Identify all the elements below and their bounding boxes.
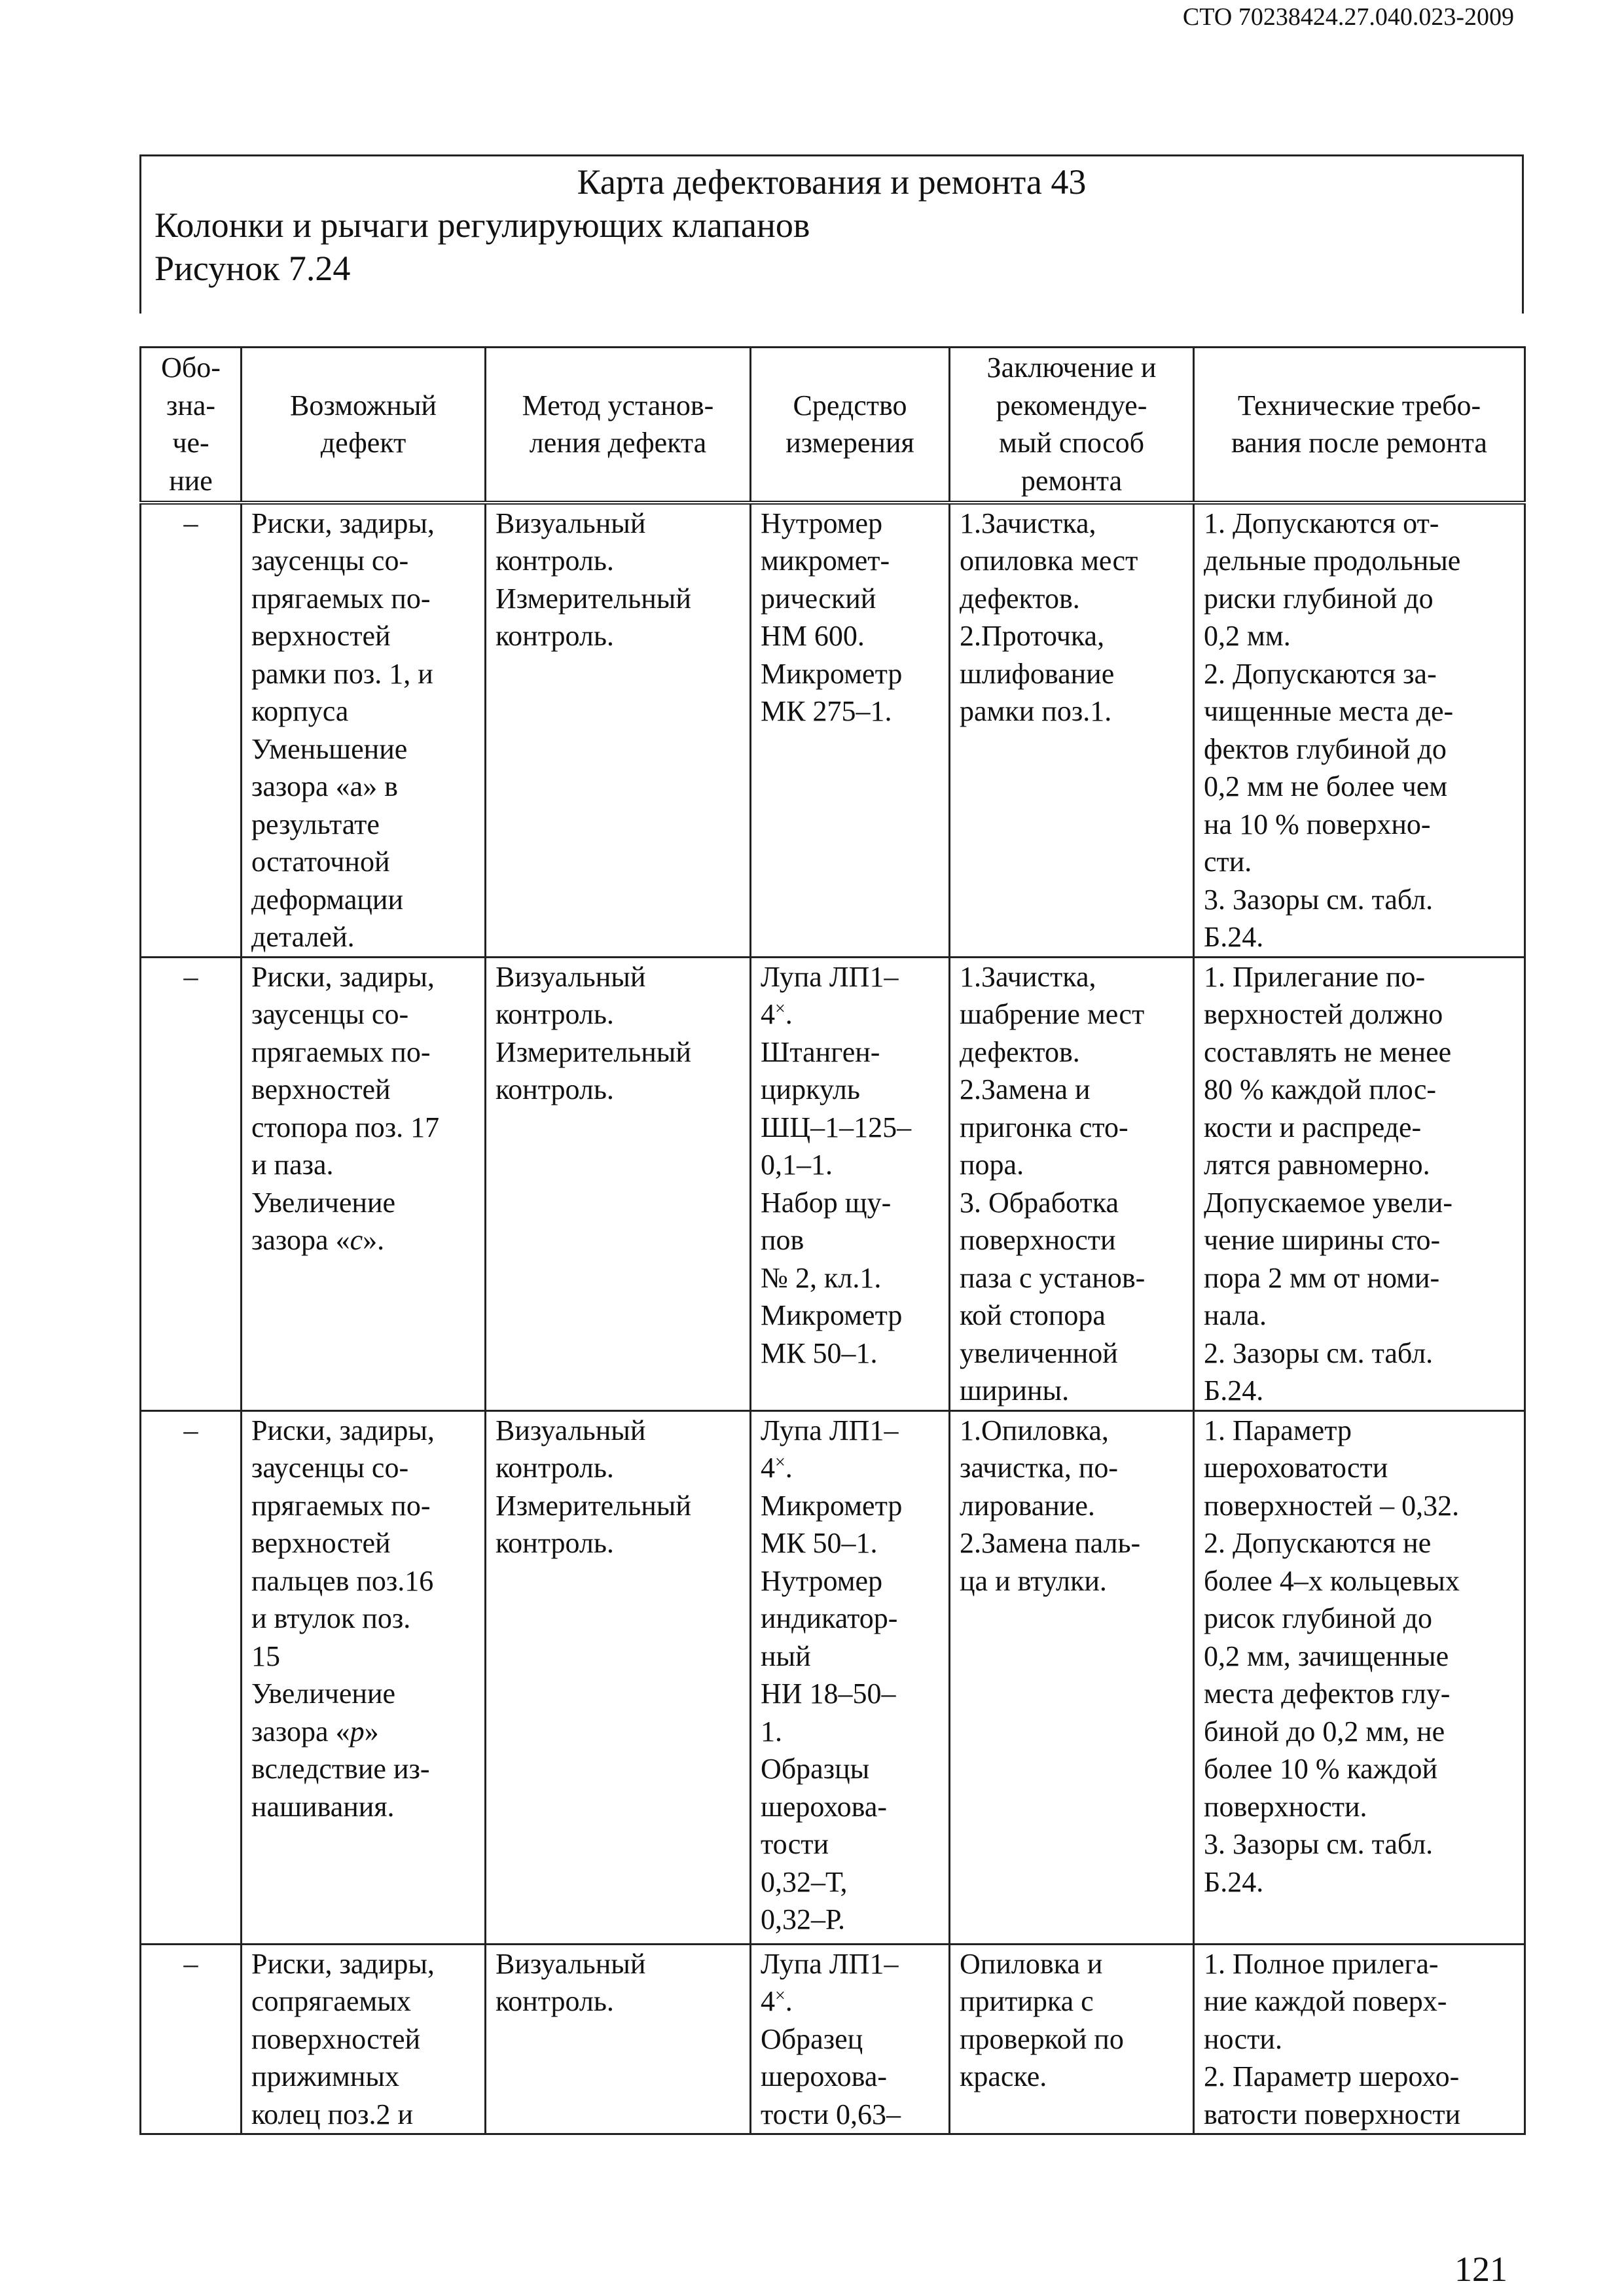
cell-designation: –: [141, 957, 242, 1410]
text-line: 0,2 мм, зачищенные: [1204, 1640, 1449, 1672]
text-line: 1. Параметр: [1204, 1414, 1352, 1446]
text-line: контроль.: [496, 998, 614, 1030]
text-line: Образец: [761, 2022, 863, 2055]
text-line: составлять не менее: [1204, 1035, 1452, 1068]
text-line: лятся равномерно.: [1204, 1149, 1430, 1181]
defect-gap-line: зазора «р»: [251, 1715, 379, 1748]
text-line: циркуль: [761, 1073, 860, 1105]
text-line: поверхности.: [1204, 1790, 1367, 1823]
text-line: НМ 600.: [761, 620, 865, 652]
cell-method: [486, 503, 751, 958]
text-line: рисок глубиной до: [1204, 1602, 1433, 1634]
figure-reference: Рисунок 7.24: [154, 249, 351, 288]
column-header-designation: [141, 348, 242, 503]
cell-defect: [242, 1410, 486, 1944]
text-line: контроль.: [496, 545, 614, 577]
text-line: сти.: [1204, 846, 1252, 878]
cell-method: [486, 1410, 751, 1944]
text-line: ние: [169, 464, 213, 497]
gap-variable: с: [350, 1224, 363, 1256]
text-line: дефектов.: [960, 582, 1080, 615]
cell-tools: [751, 957, 950, 1410]
text-line: 2.Замена и: [960, 1073, 1091, 1105]
text-line: Риски, задиры,: [251, 507, 435, 539]
text-line: дельные продольные: [1204, 545, 1461, 577]
text-line: Заключение и: [986, 351, 1157, 384]
text-line: Микрометр: [761, 1489, 903, 1522]
text-line: пов: [761, 1224, 804, 1256]
text-line: рекомендуе-: [996, 389, 1147, 422]
cell-defect: [242, 503, 486, 958]
text-line: поверхностей – 0,32.: [1204, 1489, 1460, 1522]
text-line: Возможный: [290, 389, 437, 422]
text-line: 1.: [761, 1715, 782, 1748]
text-line: деталей.: [251, 921, 355, 953]
text-line: Риски, задиры,: [251, 1947, 435, 1980]
text-line: шабрение мест: [960, 998, 1145, 1030]
text-line: № 2, кл.1.: [761, 1261, 882, 1294]
text-line: ремонта: [1020, 464, 1123, 497]
text-line: пора 2 мм от номи-: [1204, 1261, 1440, 1294]
text-line: Нутромер: [761, 507, 883, 539]
gap-variable: р: [350, 1715, 365, 1748]
tool-lines: [761, 2020, 939, 2134]
text-line: МК 275–1.: [761, 695, 892, 727]
text-line: 0,2 мм не более чем: [1204, 770, 1448, 802]
cell-method: [486, 957, 751, 1410]
cell-repair: [950, 957, 1194, 1410]
text-line: сопрягаемых: [251, 1985, 411, 2017]
text-line: 2. Допускаются за-: [1204, 657, 1437, 690]
text-line: места дефектов глу-: [1204, 1677, 1451, 1710]
text-line: 1. Допускаются от-: [1204, 507, 1439, 539]
text-line: Средство: [793, 389, 907, 422]
text-line: колец поз.2 и: [251, 2098, 414, 2130]
text-line: мый способ: [998, 427, 1145, 459]
text-line: Микрометр: [761, 657, 903, 690]
text-line: Увеличение: [251, 1677, 396, 1710]
text-line: шероховатости: [1204, 1452, 1388, 1484]
text-line: Измерительный: [496, 582, 691, 615]
text-line: более 4–х кольцевых: [1204, 1564, 1460, 1597]
text-line: 0,2 мм.: [1204, 620, 1291, 652]
text-line: тости: [761, 1828, 829, 1860]
text-line: 0,1–1.: [761, 1149, 833, 1181]
text-line: Опиловка и: [960, 1947, 1103, 1980]
text-line: кости и распреде-: [1204, 1111, 1422, 1143]
text-line: заусенцы со-: [251, 545, 409, 577]
text-line: 1. Полное прилега-: [1204, 1947, 1439, 1980]
text-line: нашивания.: [251, 1790, 395, 1823]
table-header-row: [141, 348, 1525, 503]
text-line: ления дефекта: [529, 427, 707, 459]
text-line: контроль.: [496, 1452, 614, 1484]
text-line: 80 % каждой плос-: [1204, 1073, 1437, 1105]
text-line: риски глубиной до: [1204, 582, 1434, 615]
text-line: 3. Зазоры см. табл.: [1204, 1828, 1434, 1860]
defect-table: [139, 346, 1526, 2135]
column-header-method: [486, 348, 751, 503]
text-line: зна-: [166, 389, 216, 422]
tool-lines: [761, 1487, 939, 1939]
defect-gap-line: зазора «с».: [251, 1224, 385, 1256]
text-line: измерения: [785, 427, 914, 459]
cell-method: [486, 1944, 751, 2134]
text-line: Риски, задиры,: [251, 960, 435, 993]
text-line: вания после ремонта: [1231, 427, 1487, 459]
text-line: прягаемых по-: [251, 1489, 431, 1522]
text-line: лирование.: [960, 1489, 1095, 1522]
text-line: поверхности: [960, 1224, 1116, 1256]
text-line: 3. Обработка: [960, 1186, 1119, 1219]
text-line: Микрометр: [761, 1299, 903, 1331]
cell-tools: [751, 1944, 950, 2134]
defect-lines: [251, 1412, 475, 1713]
text-line: вследствие из-: [251, 1753, 430, 1785]
card-header-box: [139, 154, 1524, 314]
cell-requirements: [1194, 1944, 1525, 2134]
text-line: Визуальный: [496, 507, 646, 539]
cell-repair: [950, 1944, 1194, 2134]
text-line: Измерительный: [496, 1489, 691, 1522]
text-line: контроль.: [496, 1985, 614, 2017]
text-line: рический: [761, 582, 876, 615]
text-line: нала.: [1204, 1299, 1267, 1331]
text-line: притирка с: [960, 1985, 1094, 2017]
text-line: Риски, задиры,: [251, 1414, 435, 1446]
text-line: пригонка сто-: [960, 1111, 1128, 1143]
text-line: ца и втулки.: [960, 1564, 1107, 1597]
text-line: корпуса: [251, 695, 349, 727]
text-line: проверкой по: [960, 2022, 1124, 2055]
text-line: остаточной: [251, 846, 390, 878]
cell-tools: [751, 1410, 950, 1944]
defect-lines: [251, 958, 475, 1222]
cell-repair: [950, 503, 1194, 958]
text-line: прижимных: [251, 2060, 399, 2092]
text-line: зачистка, по-: [960, 1452, 1119, 1484]
column-header-tools: [751, 348, 950, 503]
document-code: СТО 70238424.27.040.023-2009: [1182, 3, 1514, 31]
text-line: паза с установ-: [960, 1261, 1146, 1294]
text-line: 3. Зазоры см. табл.: [1204, 883, 1434, 916]
text-line: верхностей должно: [1204, 998, 1443, 1030]
cell-requirements: [1194, 1410, 1525, 1944]
text-line: дефектов.: [960, 1035, 1080, 1068]
text-line: заусенцы со-: [251, 998, 409, 1030]
text-line: биной до 0,2 мм, не: [1204, 1715, 1445, 1748]
text-line: чение ширины сто-: [1204, 1224, 1441, 1256]
text-line: прягаемых по-: [251, 582, 431, 615]
text-line: более 10 % каждой: [1204, 1753, 1438, 1785]
text-line: МК 50–1.: [761, 1527, 878, 1559]
text-line: Визуальный: [496, 1414, 646, 1446]
text-line: 2.Замена паль-: [960, 1527, 1141, 1559]
tool-magnifier: Лупа ЛП1– 4×.: [761, 1414, 899, 1484]
tool-magnifier: Лупа ЛП1– 4×.: [761, 960, 899, 1030]
text-line: деформации: [251, 883, 404, 916]
text-line: Увеличение: [251, 1186, 396, 1219]
cell-requirements: [1194, 503, 1525, 958]
text-line: че-: [172, 427, 209, 459]
text-line: Б.24.: [1204, 921, 1264, 953]
text-line: 1.Зачистка,: [960, 960, 1096, 993]
defect-tail-lines: [251, 1750, 475, 1825]
text-line: Визуальный: [496, 1947, 646, 1980]
table-row: [141, 1410, 1525, 1944]
text-line: Штанген-: [761, 1035, 880, 1068]
text-line: на 10 % поверхно-: [1204, 808, 1431, 840]
text-line: верхностей: [251, 620, 391, 652]
card-title: Карта дефектования и ремонта 43: [577, 162, 1087, 202]
text-line: верхностей: [251, 1527, 391, 1559]
text-line: дефект: [320, 427, 406, 459]
text-line: зазора «а» в: [251, 770, 398, 802]
text-line: ности.: [1204, 2022, 1282, 2055]
cell-repair: [950, 1410, 1194, 1944]
text-line: ватости поверхности: [1204, 2098, 1461, 2130]
text-line: краске.: [960, 2060, 1047, 2092]
text-line: Обо-: [161, 351, 221, 384]
text-line: верхностей: [251, 1073, 391, 1105]
table-row: [141, 1944, 1525, 2134]
text-line: индикатор-: [761, 1602, 898, 1634]
text-line: ный: [761, 1640, 811, 1672]
text-line: Метод установ-: [522, 389, 714, 422]
tool-lines: [761, 1033, 939, 1372]
text-line: и паза.: [251, 1149, 334, 1181]
text-line: шерохова-: [761, 1790, 888, 1823]
text-line: рамки поз.1.: [960, 695, 1112, 727]
text-line: микромет-: [761, 545, 890, 577]
table-row: [141, 503, 1525, 958]
text-line: прягаемых по-: [251, 1035, 431, 1068]
text-line: ние каждой поверх-: [1204, 1985, 1447, 2017]
text-line: Набор щу-: [761, 1186, 892, 1219]
cell-designation: –: [141, 1944, 242, 2134]
text-line: чищенные места де-: [1204, 695, 1454, 727]
text-line: 2. Параметр шерохо-: [1204, 2060, 1460, 2092]
text-line: Уменьшение: [251, 732, 408, 765]
text-line: МК 50–1.: [761, 1336, 878, 1369]
text-line: 1.Опиловка,: [960, 1414, 1109, 1446]
text-line: Б.24.: [1204, 1374, 1264, 1407]
text-line: 2.Проточка,: [960, 620, 1105, 652]
column-header-requirements: [1194, 348, 1525, 503]
text-line: 1.Зачистка,: [960, 507, 1096, 539]
text-line: Измерительный: [496, 1035, 691, 1068]
cell-designation: –: [141, 1410, 242, 1944]
text-line: шлифование: [960, 657, 1115, 690]
text-line: стопора поз. 17: [251, 1111, 440, 1143]
cell-defect: [242, 957, 486, 1410]
text-line: и втулок поз.: [251, 1602, 411, 1634]
text-line: ШЦ–1–125–: [761, 1111, 912, 1143]
text-line: шерохова-: [761, 2060, 888, 2092]
text-line: Нутромер: [761, 1564, 883, 1597]
text-line: 0,32–Т,: [761, 1865, 848, 1898]
text-line: рамки поз. 1, и: [251, 657, 433, 690]
text-line: пальцев поз.16: [251, 1564, 434, 1597]
text-line: 0,32–Р.: [761, 1903, 845, 1935]
text-line: опиловка мест: [960, 545, 1138, 577]
cell-tools: [751, 503, 950, 958]
tool-magnifier: Лупа ЛП1– 4×.: [761, 1947, 899, 2017]
text-line: контроль.: [496, 1527, 614, 1559]
text-line: Технические требо-: [1237, 389, 1481, 422]
text-line: контроль.: [496, 620, 614, 652]
table-row: [141, 957, 1525, 1410]
text-line: тости 0,63–: [761, 2098, 901, 2130]
text-line: контроль.: [496, 1073, 614, 1105]
text-line: 15: [251, 1640, 280, 1672]
text-line: Допускаемое увели-: [1204, 1186, 1453, 1219]
column-header-defect: [242, 348, 486, 503]
column-header-repair: [950, 348, 1194, 503]
text-line: результате: [251, 808, 380, 840]
page-number: 121: [1454, 2250, 1507, 2289]
text-line: пора.: [960, 1149, 1024, 1181]
text-line: 2. Допускаются не: [1204, 1527, 1432, 1559]
text-line: 1. Прилегание по-: [1204, 960, 1426, 993]
text-line: увеличенной: [960, 1336, 1118, 1369]
text-line: 2. Зазоры см. табл.: [1204, 1336, 1434, 1369]
cell-requirements: [1194, 957, 1525, 1410]
text-line: фектов глубиной до: [1204, 732, 1447, 765]
text-line: ширины.: [960, 1374, 1070, 1407]
text-line: Образцы: [761, 1753, 870, 1785]
cell-designation: –: [141, 503, 242, 958]
text-line: кой стопора: [960, 1299, 1106, 1331]
text-line: Визуальный: [496, 960, 646, 993]
text-line: заусенцы со-: [251, 1452, 409, 1484]
cell-defect: [242, 1944, 486, 2134]
text-line: Б.24.: [1204, 1865, 1264, 1898]
text-line: НИ 18–50–: [761, 1677, 896, 1710]
text-line: поверхностей: [251, 2022, 421, 2055]
card-subtitle: Колонки и рычаги регулирующих клапанов: [154, 206, 810, 245]
